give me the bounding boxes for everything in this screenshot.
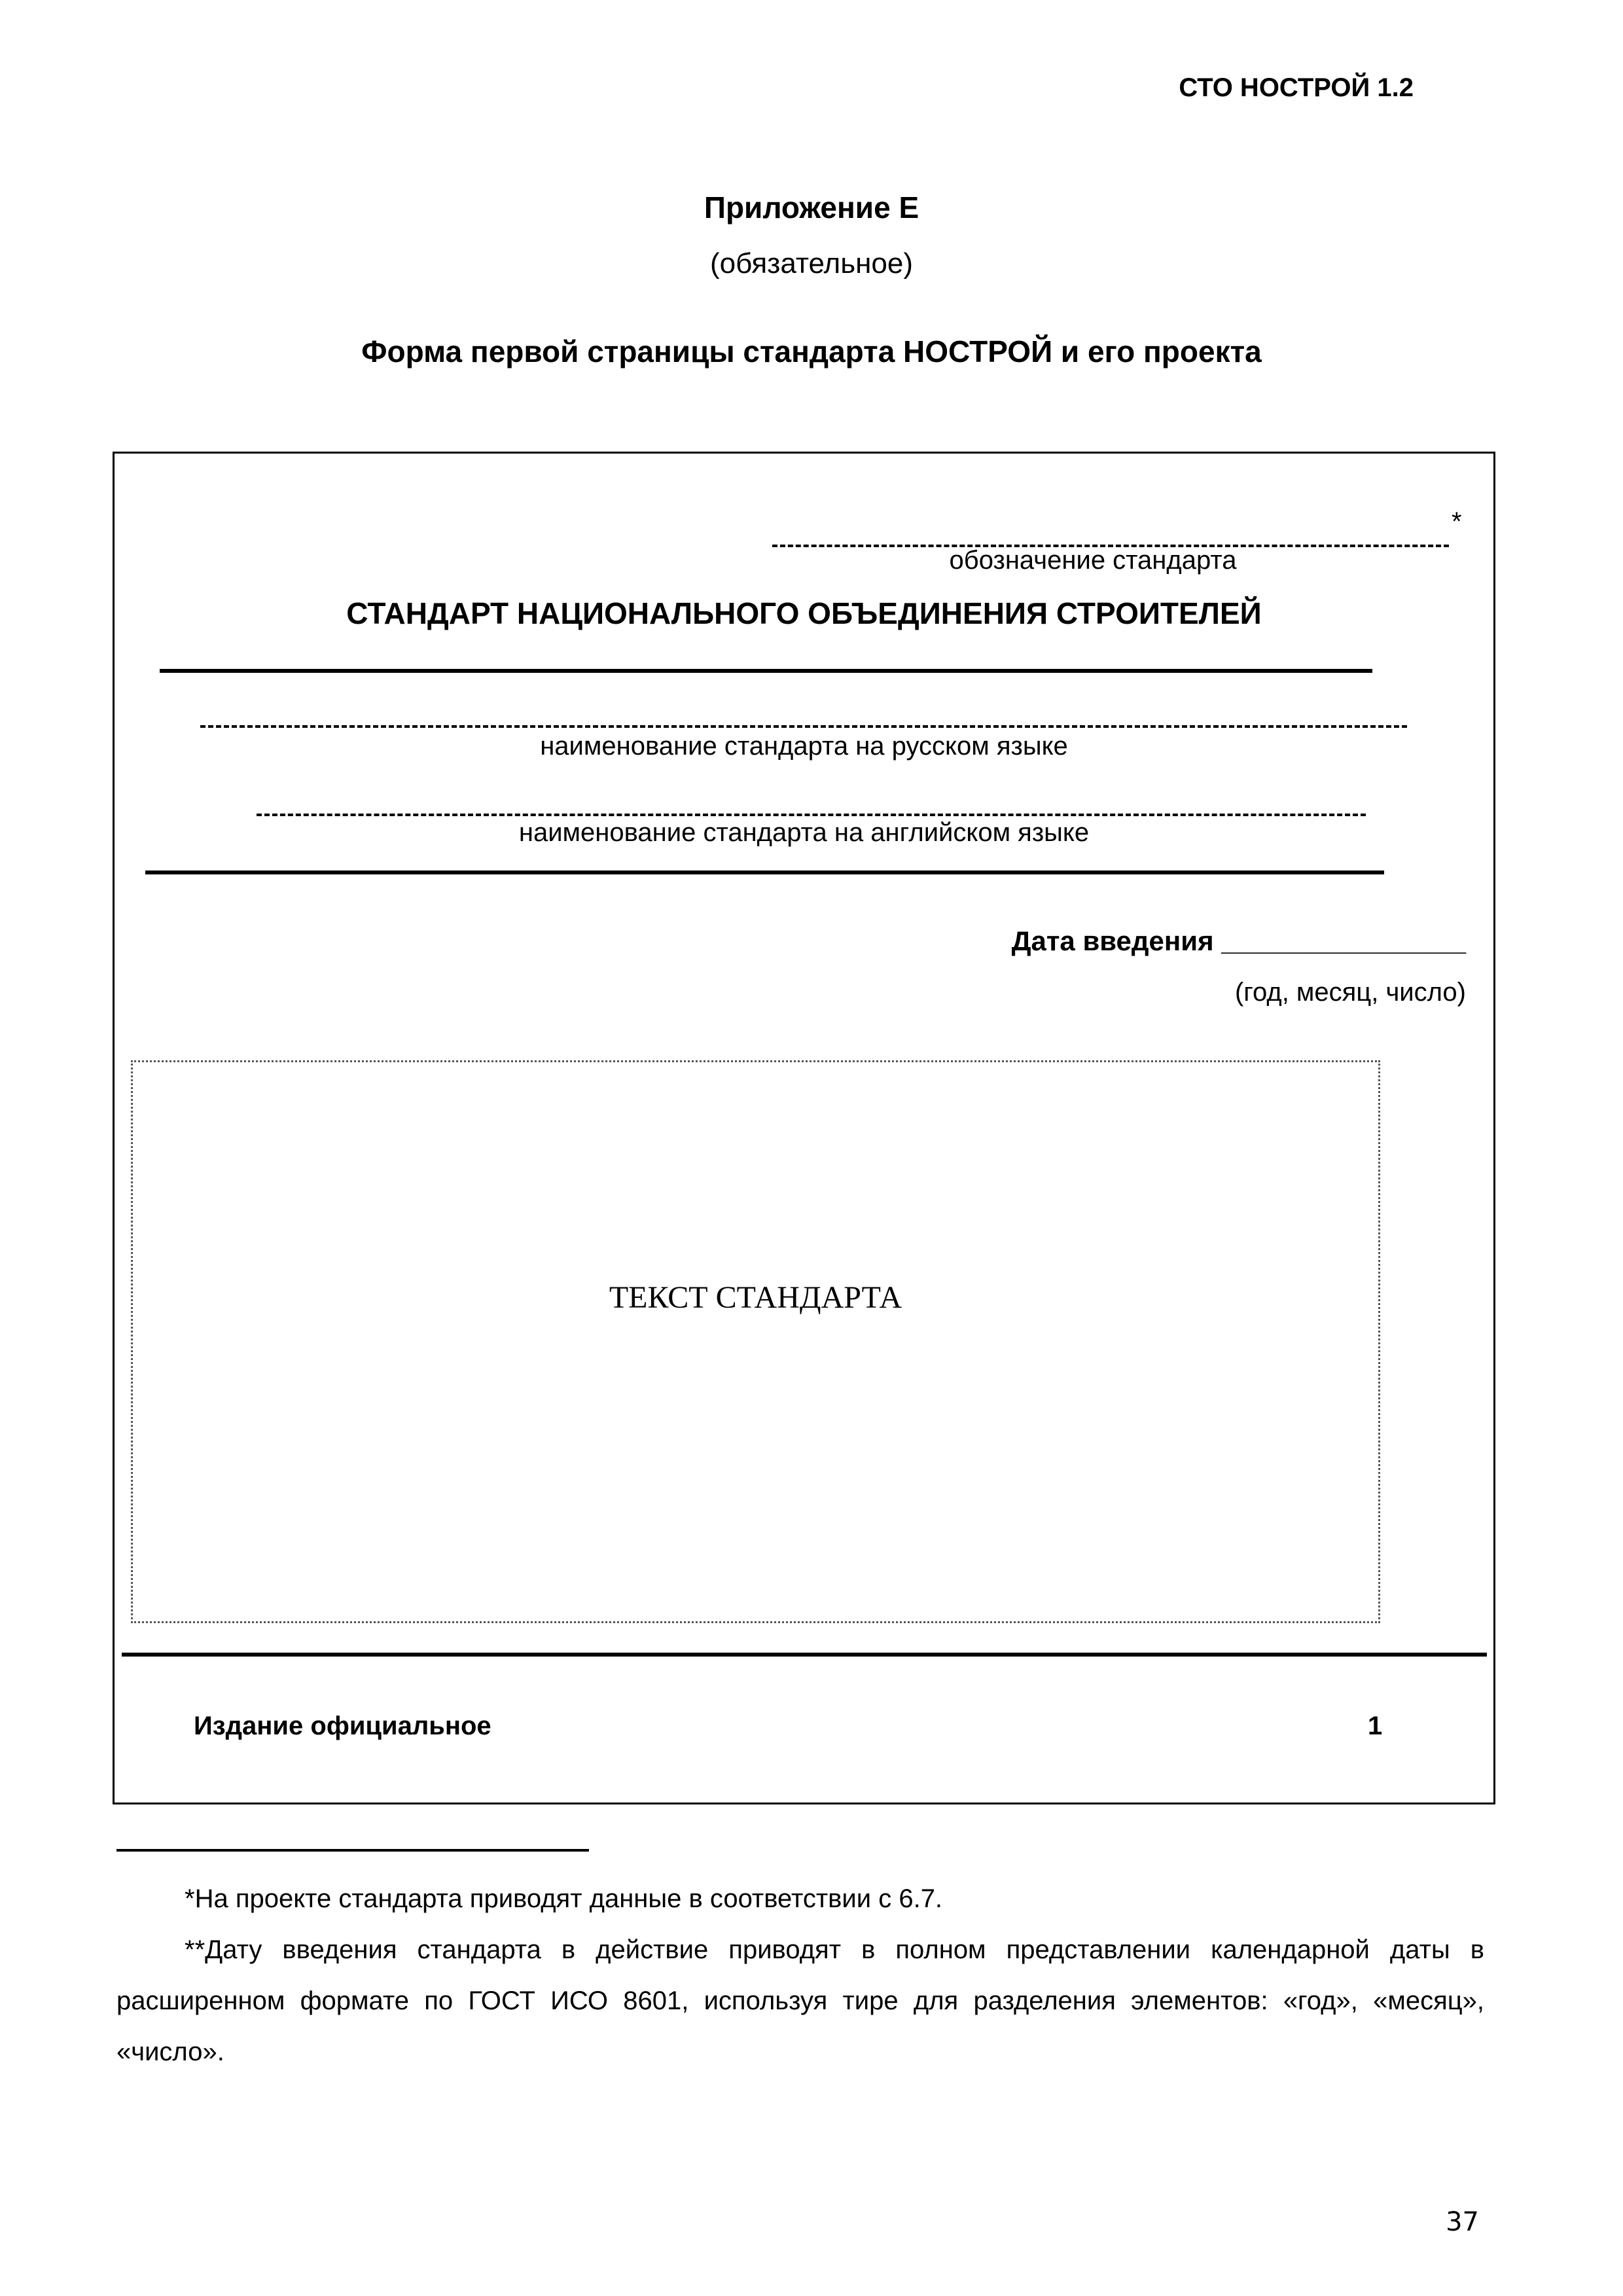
form-page-number: 1 <box>1368 1712 1383 1740</box>
name-ru-label: наименование стандарта на русском языке <box>540 732 1068 761</box>
name-en-underline <box>145 870 1384 874</box>
form-bottom-rule <box>122 1653 1487 1657</box>
name-en-label: наименование стандарта на английском языке <box>518 818 1090 847</box>
standard-text-placeholder: ТЕКСТ СТАНДАРТА <box>609 1280 902 1315</box>
footnote-2: **Дату введения стандарта в действие приводят в полном представлении календарной даты в расширенном формате по ГОСТ ИСО 8601, используя тире для разделения элементов: «год», «месяц», «число». <box>116 1935 1484 2066</box>
footnote-separator <box>116 1849 589 1852</box>
date-format-hint: (год, месяц, число) <box>1234 978 1466 1007</box>
edition-label: Издание официальное <box>194 1712 491 1740</box>
appendix-title: Приложение Е <box>704 190 919 224</box>
page-number: 37 <box>1446 2207 1479 2237</box>
title-underline <box>160 669 1372 673</box>
document-code: СТО НОСТРОЙ 1.2 <box>1179 73 1414 102</box>
standard-text-box <box>131 1060 1380 1623</box>
name-ru-dash-line <box>200 725 1407 728</box>
designation-mark: * <box>1452 507 1462 536</box>
name-en-dash-line <box>257 814 1366 816</box>
date-label: Дата введения ________________ <box>1011 925 1466 956</box>
footnote-1: *На проекте стандарта приводят данные в соответствии с 6.7. <box>185 1884 943 1913</box>
form-title: Форма первой страницы стандарта НОСТРОЙ и его проекта <box>361 334 1262 368</box>
standard-org-title: СТАНДАРТ НАЦИОНАЛЬНОГО ОБЪЕДИНЕНИЯ СТРОИТЕЛЕЙ <box>346 596 1262 630</box>
appendix-note: (обязательное) <box>709 247 914 279</box>
designation-label: обозначение стандарта <box>949 546 1237 575</box>
